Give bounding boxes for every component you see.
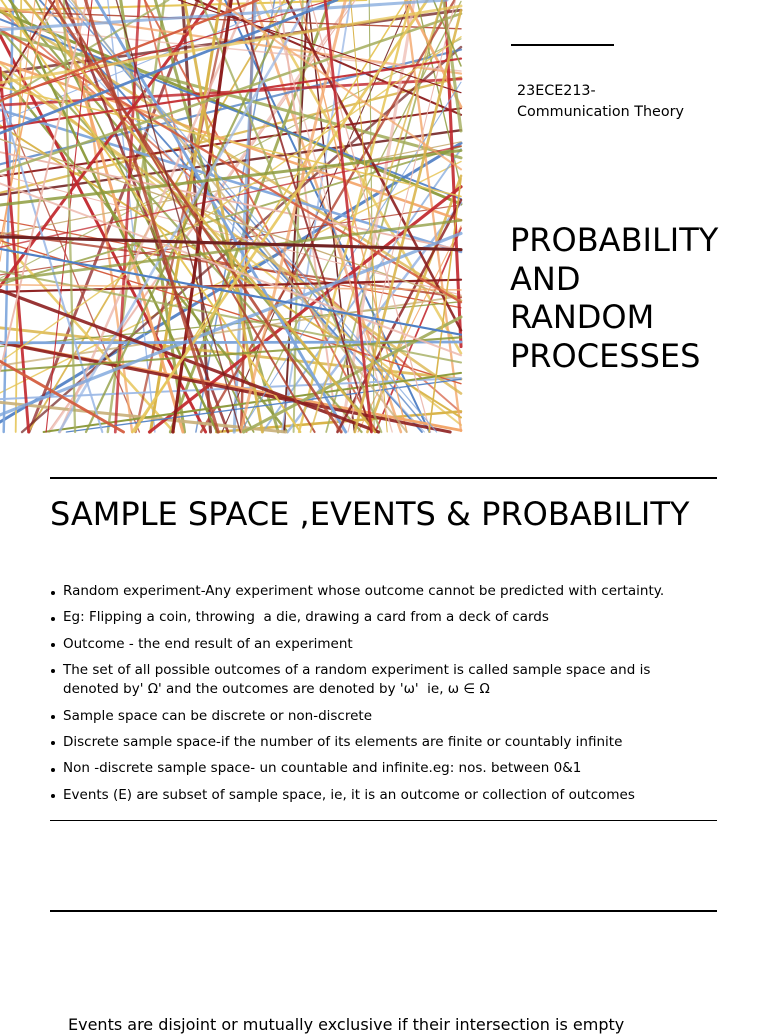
slide-bottom-rule <box>50 820 717 821</box>
title-line: RANDOM <box>510 298 655 336</box>
bullet-marker <box>51 591 55 595</box>
bullet-text: Events (E) are subset of sample space, ie, it is an outcome or collection of outcomes <box>63 786 635 803</box>
bullet-marker <box>51 617 55 621</box>
bullet-text: Non -discrete sample space- un countable and infinite.eg: nos. between 0&1 <box>63 760 582 777</box>
list-item <box>50 733 690 753</box>
list-item <box>50 608 690 628</box>
list-item <box>50 759 690 779</box>
next-slide-text: Events are disjoint or mutually exclusive if their intersection is empty <box>68 1015 625 1034</box>
bullet-list <box>50 582 690 812</box>
list-item <box>50 582 690 602</box>
list-item <box>50 707 690 727</box>
slide-heading: SAMPLE SPACE ,EVENTS & PROBABILITY <box>50 495 690 533</box>
bullet-text: Random experiment-Any experiment whose outcome cannot be predicted with certainty. <box>63 583 665 599</box>
colored-threads-image <box>0 0 461 432</box>
title-line: AND <box>510 259 581 298</box>
list-item <box>50 635 690 655</box>
next-slide-top-rule <box>50 910 717 912</box>
bullet-text: Eg: Flipping a coin, throwing a die, drawing a card from a deck of cards <box>63 609 549 626</box>
title-line: PROCESSES <box>510 336 701 375</box>
course-info <box>517 81 684 123</box>
bullet-marker <box>51 643 55 647</box>
bullet-marker <box>51 768 55 772</box>
bullet-text: Outcome - the end result of an experiment <box>63 635 353 652</box>
title-line: PROBABILITY <box>510 221 719 259</box>
bullet-text: Sample space can be discrete or non-discrete <box>63 707 373 724</box>
bullet-marker <box>51 794 55 798</box>
bullet-marker <box>51 669 55 673</box>
bullet-text: The set of all possible outcomes of a random experiment is called sample space and is denoted by' Ω' and the outcomes are denoted by 'ω' ie, ω ∈ Ω <box>63 661 655 698</box>
thread-line <box>64 0 75 432</box>
title-accent-rule <box>511 44 614 46</box>
list-item <box>50 786 690 806</box>
course-name: Communication Theory <box>517 104 684 120</box>
bullet-marker <box>51 715 55 719</box>
presentation-title <box>510 221 718 375</box>
list-item <box>50 661 690 700</box>
bullet-marker <box>51 741 55 745</box>
slide-top-rule <box>50 477 717 479</box>
bullet-text: Discrete sample space-if the number of its elements are finite or countably infinite <box>63 733 623 750</box>
thread-image-svg <box>0 0 461 432</box>
thread-line <box>0 361 124 432</box>
course-code: 23ECE213- <box>517 83 596 99</box>
